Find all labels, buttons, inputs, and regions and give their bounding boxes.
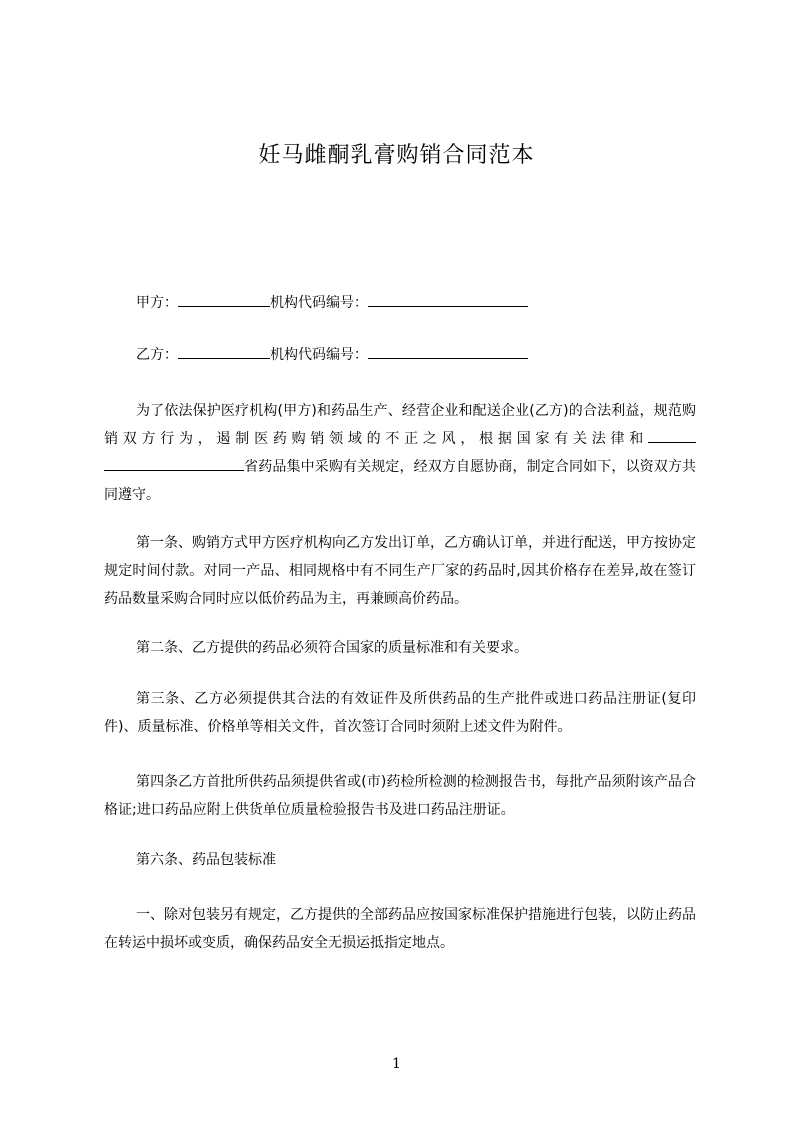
page-number: 1 [392, 1056, 401, 1072]
clause-6-heading: 第六条、药品包装标准 [136, 852, 276, 868]
party-b-code-blank [368, 344, 528, 359]
law-blank-1 [648, 426, 696, 443]
intro-paragraph [104, 397, 696, 509]
clause-2: 第二条、乙方提供的药品必须符合国家的质量标准和有关要求。 [136, 640, 528, 656]
party-a-code-blank [368, 292, 528, 307]
province-blank [104, 454, 244, 471]
party-a-label: 甲方： [136, 295, 178, 311]
party-b-code-label: 机构代码编号： [270, 347, 368, 363]
party-a-code-label: 机构代码编号： [270, 295, 368, 311]
party-a-name-blank [178, 292, 270, 307]
party-a-line [136, 292, 528, 313]
intro-text-part1: 为了依法保护医疗机构(甲方)和药品生产、经营企业和配送企业(乙方)的合法利益，规范购销双方行为，遏制医药购销领域的不正之风，根据国家有关法律和 [104, 403, 696, 447]
party-b-label: 乙方： [136, 347, 178, 363]
clause-4: 第四条乙方首批所供药品须提供省或(市)药检所检测的检测报告书，每批产品须附该产品合格证;进口药品应附上供货单位质量检验报告书及进口药品注册证。 [104, 774, 696, 818]
document-title: 妊马雌酮乳膏购销合同范本 [258, 143, 535, 168]
party-b-name-blank [178, 344, 270, 359]
clause-6-item-1: 一、除对包装另有规定，乙方提供的全部药品应按国家标准保护措施进行包装，以防止药品在转运中损坏或变质，确保药品安全无损运抵指定地点。 [104, 907, 696, 951]
clause-3: 第三条、乙方必须提供其合法的有效证件及所供药品的生产批件或进口药品注册证(复印件)、质量标准、价格单等相关文件，首次签订合同时须附上述文件为附件。 [104, 691, 696, 735]
party-b-line [136, 344, 528, 365]
clause-1: 第一条、购销方式甲方医疗机构向乙方发出订单，乙方确认订单，并进行配送，甲方按协定规定时间付款。对同一产品、相同规格中有不同生产厂家的药品时,因其价格存在差异,故在签订药品数量采购合同时应以低价药品为主，再兼顾高价药品。 [104, 535, 696, 607]
intro-text-part2: 省药品集中采购有关规定，经双方自愿协商，制定合同如下，以资双方共同遵守。 [104, 459, 696, 503]
